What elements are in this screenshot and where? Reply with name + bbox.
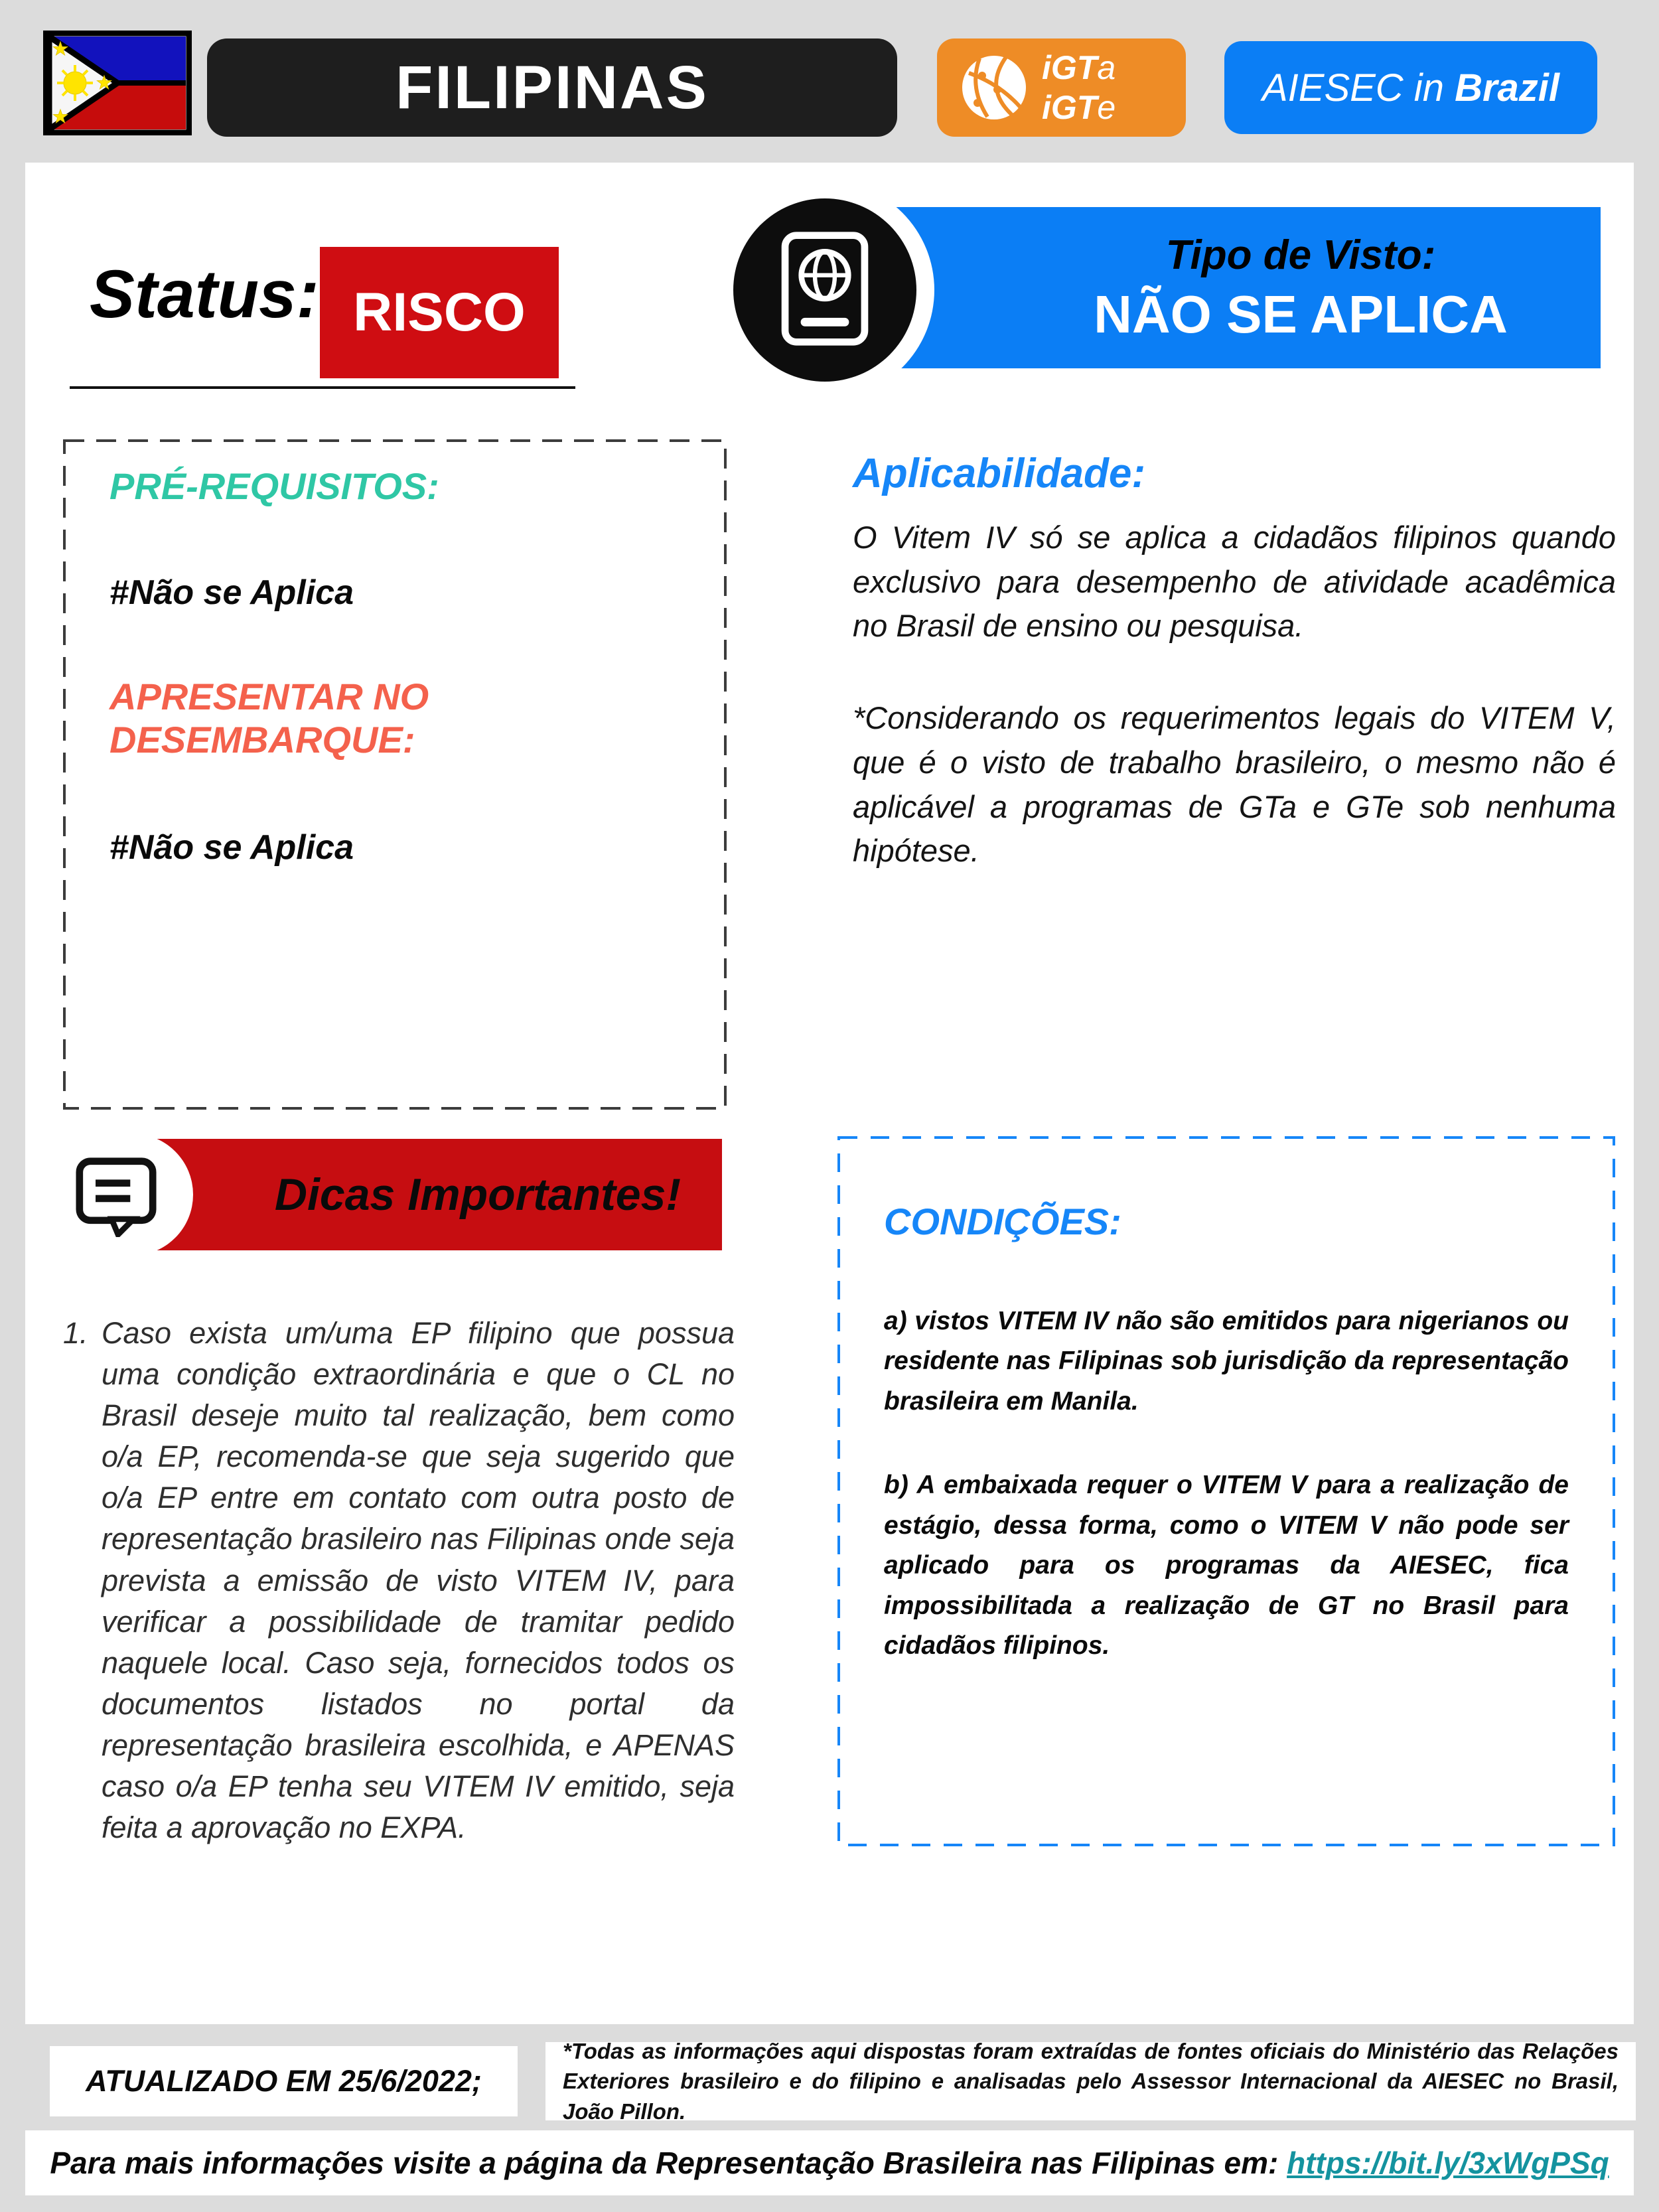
footer-bar: [25, 2130, 1634, 2195]
country-title-bar: [207, 38, 897, 137]
page-title: FILIPINAS: [396, 53, 709, 121]
footer-info-text: Para mais informações visite a página da Representação Brasileira nas Filipinas em:: [50, 2146, 1287, 2180]
prerequisites-value: #Não se Aplica: [109, 573, 354, 612]
list-item-text: Caso exista um/uma EP filipino que possua uma condição extraordinária e que o CL no Brasil deseje muito tal realização, bem como o/a EP, recomenda-se que seja sugerido que o/a EP entre em contato com outra posto de representação brasileiro nas Filipinas onde seja prevista a emissão de visto VITEM IV, para verificar a possibilidade de tramitar pedido naquele local. Caso seja, fornecidos todos os documentos listados no portal da representação brasileira escolhida, e APENAS caso o/a EP tenha seu VITEM IV emitido, seja feita a aprovação no EXPA.: [102, 1316, 735, 1845]
prerequisites-heading: PRÉ-REQUISITOS:: [109, 465, 439, 507]
passport-circle: [733, 198, 916, 382]
status-underline: [70, 386, 575, 389]
status-badge: [320, 247, 559, 378]
tips-list: [63, 1313, 735, 1848]
visa-type-value: NÃO SE APLICA: [1094, 284, 1508, 344]
updated-box: [50, 2046, 518, 2116]
arrival-heading: APRESENTAR NO DESEMBARQUE:: [109, 676, 429, 761]
prerequisites-box: [109, 465, 693, 867]
program-igte-label: iGT: [1042, 88, 1098, 126]
disclaimer-text: *Todas as informações aqui dispostas foram extraídas de fontes oficiais do Ministério das Relações Exteriores brasileiro e do filipino e analisadas pelo Assessor Internacional da AIESEC no Brasil, João Pillon.: [563, 2038, 1619, 2124]
speech-bubble-icon: [74, 1156, 158, 1240]
disclaimer-box: [545, 2038, 1636, 2124]
visa-type-label: Tipo de Visto:: [1165, 232, 1436, 278]
status-label: Status:: [90, 256, 319, 332]
status-value: RISCO: [353, 282, 526, 342]
philippines-flag: [43, 31, 192, 135]
applicability-paragraph-2: *Considerando os requerimentos legais do VITEM V, que é o visto de trabalho brasileiro, o mesmo não é aplicável a programas de GTa e GTe sob nenhuma hipótese.: [853, 700, 1616, 869]
org-badge-name: AIESEC in: [1262, 66, 1455, 110]
passport-icon: [775, 228, 875, 352]
applicability-heading: Aplicabilidade:: [853, 451, 1145, 496]
applicability-section: [853, 450, 1616, 873]
org-badge: AIESEC in Brazil: [1224, 41, 1597, 134]
conditions-box: [884, 1200, 1569, 1666]
program-igta-label: iGT: [1042, 49, 1098, 86]
list-item-number: 1.: [63, 1316, 88, 1350]
arrival-value: #Não se Aplica: [109, 828, 354, 867]
globe-icon: [960, 53, 1029, 125]
footer-info-link[interactable]: https://bit.ly/3xWgPSq: [1287, 2146, 1609, 2180]
conditions-heading: CONDIÇÕES:: [884, 1201, 1121, 1242]
tips-banner-title-wrap: [246, 1139, 710, 1250]
program-badge-labels: iGTa iGTe: [1042, 49, 1116, 126]
program-badge: [937, 38, 1186, 137]
applicability-paragraph-1: O Vitem IV só se aplica a cidadãos filipinos quando exclusivo para desempenho de atividade acadêmica no Brasil de ensino ou pesquisa.: [853, 520, 1616, 644]
condition-item-a: a) vistos VITEM IV não são emitidos para nigerianos ou residente nas Filipinas sob jurisdição da representação brasileira em Manila.: [884, 1307, 1569, 1416]
condition-item-b: b) A embaixada requer o VITEM V para a realização de estágio, dessa forma, como o VITEM V não pode ser aplicado para os programas da AIESEC, fica impossibilitada a realização de GT no Brasil para cidadãos filipinos.: [884, 1471, 1569, 1660]
updated-label: ATUALIZADO EM 25/6/2022;: [86, 2064, 482, 2098]
tips-banner-title: Dicas Importantes!: [274, 1169, 682, 1220]
visa-type-text: [1035, 211, 1566, 365]
